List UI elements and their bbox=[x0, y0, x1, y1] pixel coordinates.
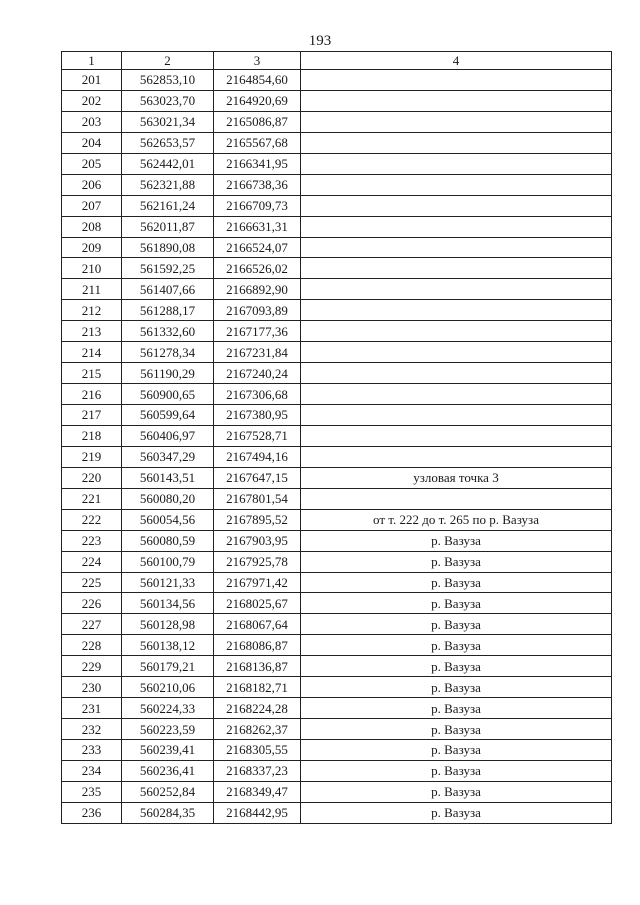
cell-y: 2165567,68 bbox=[214, 132, 301, 153]
cell-point-number: 216 bbox=[62, 384, 122, 405]
cell-y: 2167903,95 bbox=[214, 530, 301, 551]
cell-point-number: 202 bbox=[62, 90, 122, 111]
cell-description bbox=[301, 216, 612, 237]
table-body bbox=[62, 70, 612, 824]
table-row bbox=[62, 488, 612, 509]
cell-description: р. Вазуза bbox=[301, 760, 612, 781]
cell-description: р. Вазуза bbox=[301, 781, 612, 802]
cell-x: 560224,33 bbox=[122, 698, 214, 719]
cell-description: р. Вазуза bbox=[301, 740, 612, 761]
table-row bbox=[62, 760, 612, 781]
cell-y: 2167494,16 bbox=[214, 446, 301, 467]
cell-x: 562853,10 bbox=[122, 70, 214, 91]
cell-x: 560128,98 bbox=[122, 614, 214, 635]
cell-description bbox=[301, 153, 612, 174]
cell-x: 561288,17 bbox=[122, 300, 214, 321]
table-row bbox=[62, 740, 612, 761]
cell-point-number: 218 bbox=[62, 425, 122, 446]
cell-point-number: 210 bbox=[62, 258, 122, 279]
cell-x: 560236,41 bbox=[122, 760, 214, 781]
cell-description bbox=[301, 300, 612, 321]
table-row bbox=[62, 90, 612, 111]
cell-point-number: 204 bbox=[62, 132, 122, 153]
cell-x: 560599,64 bbox=[122, 405, 214, 426]
cell-y: 2168067,64 bbox=[214, 614, 301, 635]
cell-x: 560143,51 bbox=[122, 467, 214, 488]
cell-description bbox=[301, 111, 612, 132]
cell-description: р. Вазуза bbox=[301, 656, 612, 677]
table-row bbox=[62, 174, 612, 195]
cell-y: 2167306,68 bbox=[214, 384, 301, 405]
table-row bbox=[62, 572, 612, 593]
cell-y: 2166738,36 bbox=[214, 174, 301, 195]
cell-point-number: 201 bbox=[62, 70, 122, 91]
cell-point-number: 223 bbox=[62, 530, 122, 551]
cell-y: 2167925,78 bbox=[214, 551, 301, 572]
cell-point-number: 217 bbox=[62, 405, 122, 426]
cell-point-number: 228 bbox=[62, 635, 122, 656]
cell-point-number: 205 bbox=[62, 153, 122, 174]
cell-x: 560100,79 bbox=[122, 551, 214, 572]
cell-y: 2164920,69 bbox=[214, 90, 301, 111]
cell-point-number: 229 bbox=[62, 656, 122, 677]
coordinates-table bbox=[61, 51, 612, 824]
cell-point-number: 220 bbox=[62, 467, 122, 488]
cell-description bbox=[301, 132, 612, 153]
cell-description: р. Вазуза bbox=[301, 635, 612, 656]
table-row bbox=[62, 195, 612, 216]
cell-x: 560900,65 bbox=[122, 384, 214, 405]
table-row bbox=[62, 405, 612, 426]
cell-y: 2168442,95 bbox=[214, 802, 301, 823]
cell-y: 2166709,73 bbox=[214, 195, 301, 216]
cell-point-number: 222 bbox=[62, 509, 122, 530]
cell-description bbox=[301, 446, 612, 467]
table-row bbox=[62, 635, 612, 656]
table-row bbox=[62, 802, 612, 823]
table-row bbox=[62, 216, 612, 237]
cell-y: 2168086,87 bbox=[214, 635, 301, 656]
table-row bbox=[62, 153, 612, 174]
table-row bbox=[62, 509, 612, 530]
table-row bbox=[62, 384, 612, 405]
table-row bbox=[62, 237, 612, 258]
cell-point-number: 236 bbox=[62, 802, 122, 823]
cell-y: 2165086,87 bbox=[214, 111, 301, 132]
table-row bbox=[62, 677, 612, 698]
cell-description bbox=[301, 174, 612, 195]
cell-y: 2167093,89 bbox=[214, 300, 301, 321]
table-row bbox=[62, 593, 612, 614]
cell-point-number: 235 bbox=[62, 781, 122, 802]
cell-x: 561190,29 bbox=[122, 363, 214, 384]
table-row bbox=[62, 530, 612, 551]
cell-y: 2168337,23 bbox=[214, 760, 301, 781]
cell-description: р. Вазуза bbox=[301, 698, 612, 719]
cell-x: 561592,25 bbox=[122, 258, 214, 279]
cell-x: 560138,12 bbox=[122, 635, 214, 656]
cell-y: 2168136,87 bbox=[214, 656, 301, 677]
cell-y: 2167528,71 bbox=[214, 425, 301, 446]
header-cell-description: 4 bbox=[301, 52, 612, 70]
table-row bbox=[62, 467, 612, 488]
table-row bbox=[62, 132, 612, 153]
table-row bbox=[62, 342, 612, 363]
cell-x: 560347,29 bbox=[122, 446, 214, 467]
cell-description: р. Вазуза bbox=[301, 677, 612, 698]
cell-y: 2168305,55 bbox=[214, 740, 301, 761]
cell-description bbox=[301, 279, 612, 300]
cell-point-number: 209 bbox=[62, 237, 122, 258]
cell-x: 560080,20 bbox=[122, 488, 214, 509]
cell-y: 2168262,37 bbox=[214, 719, 301, 740]
cell-x: 560134,56 bbox=[122, 593, 214, 614]
cell-description: от т. 222 до т. 265 по р. Вазуза bbox=[301, 509, 612, 530]
cell-description: р. Вазуза bbox=[301, 614, 612, 635]
header-cell-point-number: 1 bbox=[62, 52, 122, 70]
table-row bbox=[62, 70, 612, 91]
cell-x: 562161,24 bbox=[122, 195, 214, 216]
cell-x: 560406,97 bbox=[122, 425, 214, 446]
cell-description bbox=[301, 237, 612, 258]
table-row bbox=[62, 321, 612, 342]
cell-description bbox=[301, 70, 612, 91]
cell-description bbox=[301, 195, 612, 216]
cell-description bbox=[301, 384, 612, 405]
cell-y: 2166526,02 bbox=[214, 258, 301, 279]
cell-y: 2168182,71 bbox=[214, 677, 301, 698]
header-cell-y: 3 bbox=[214, 52, 301, 70]
cell-x: 560210,06 bbox=[122, 677, 214, 698]
cell-x: 561332,60 bbox=[122, 321, 214, 342]
cell-y: 2166341,95 bbox=[214, 153, 301, 174]
cell-point-number: 234 bbox=[62, 760, 122, 781]
cell-x: 562321,88 bbox=[122, 174, 214, 195]
cell-description: р. Вазуза bbox=[301, 551, 612, 572]
cell-point-number: 221 bbox=[62, 488, 122, 509]
cell-y: 2167240,24 bbox=[214, 363, 301, 384]
cell-y: 2167895,52 bbox=[214, 509, 301, 530]
cell-x: 560252,84 bbox=[122, 781, 214, 802]
cell-description: р. Вазуза bbox=[301, 593, 612, 614]
table-row bbox=[62, 719, 612, 740]
cell-point-number: 227 bbox=[62, 614, 122, 635]
cell-y: 2167177,36 bbox=[214, 321, 301, 342]
cell-y: 2164854,60 bbox=[214, 70, 301, 91]
cell-point-number: 214 bbox=[62, 342, 122, 363]
table-row bbox=[62, 258, 612, 279]
table-row bbox=[62, 300, 612, 321]
cell-point-number: 203 bbox=[62, 111, 122, 132]
cell-point-number: 213 bbox=[62, 321, 122, 342]
table-row bbox=[62, 425, 612, 446]
cell-x: 560284,35 bbox=[122, 802, 214, 823]
cell-description: р. Вазуза bbox=[301, 572, 612, 593]
cell-x: 562653,57 bbox=[122, 132, 214, 153]
cell-y: 2168025,67 bbox=[214, 593, 301, 614]
table-row bbox=[62, 363, 612, 384]
cell-x: 560080,59 bbox=[122, 530, 214, 551]
table-row bbox=[62, 656, 612, 677]
cell-x: 560239,41 bbox=[122, 740, 214, 761]
cell-y: 2168349,47 bbox=[214, 781, 301, 802]
cell-x: 563021,34 bbox=[122, 111, 214, 132]
cell-y: 2166631,31 bbox=[214, 216, 301, 237]
cell-point-number: 208 bbox=[62, 216, 122, 237]
cell-description: р. Вазуза bbox=[301, 530, 612, 551]
cell-y: 2167380,95 bbox=[214, 405, 301, 426]
cell-point-number: 226 bbox=[62, 593, 122, 614]
table-row bbox=[62, 614, 612, 635]
cell-point-number: 211 bbox=[62, 279, 122, 300]
table-row bbox=[62, 781, 612, 802]
cell-description: узловая точка 3 bbox=[301, 467, 612, 488]
cell-y: 2166524,07 bbox=[214, 237, 301, 258]
header-row bbox=[62, 52, 612, 70]
cell-description bbox=[301, 363, 612, 384]
table-row bbox=[62, 111, 612, 132]
cell-x: 560121,33 bbox=[122, 572, 214, 593]
cell-y: 2167647,15 bbox=[214, 467, 301, 488]
cell-description: р. Вазуза bbox=[301, 802, 612, 823]
table-row bbox=[62, 551, 612, 572]
cell-point-number: 206 bbox=[62, 174, 122, 195]
header-cell-x: 2 bbox=[122, 52, 214, 70]
page-number: 193 bbox=[308, 33, 332, 49]
cell-x: 560223,59 bbox=[122, 719, 214, 740]
cell-x: 563023,70 bbox=[122, 90, 214, 111]
cell-x: 561890,08 bbox=[122, 237, 214, 258]
cell-description bbox=[301, 425, 612, 446]
cell-description bbox=[301, 488, 612, 509]
cell-point-number: 232 bbox=[62, 719, 122, 740]
cell-point-number: 219 bbox=[62, 446, 122, 467]
cell-y: 2167801,54 bbox=[214, 488, 301, 509]
cell-y: 2166892,90 bbox=[214, 279, 301, 300]
cell-point-number: 224 bbox=[62, 551, 122, 572]
cell-description bbox=[301, 90, 612, 111]
cell-x: 561407,66 bbox=[122, 279, 214, 300]
cell-y: 2167971,42 bbox=[214, 572, 301, 593]
cell-point-number: 233 bbox=[62, 740, 122, 761]
cell-y: 2167231,84 bbox=[214, 342, 301, 363]
cell-x: 562011,87 bbox=[122, 216, 214, 237]
cell-description bbox=[301, 321, 612, 342]
cell-point-number: 207 bbox=[62, 195, 122, 216]
cell-point-number: 215 bbox=[62, 363, 122, 384]
cell-description: р. Вазуза bbox=[301, 719, 612, 740]
table-row bbox=[62, 446, 612, 467]
cell-point-number: 212 bbox=[62, 300, 122, 321]
cell-description bbox=[301, 342, 612, 363]
cell-point-number: 230 bbox=[62, 677, 122, 698]
table-row bbox=[62, 698, 612, 719]
cell-description bbox=[301, 258, 612, 279]
cell-description bbox=[301, 405, 612, 426]
cell-point-number: 231 bbox=[62, 698, 122, 719]
cell-point-number: 225 bbox=[62, 572, 122, 593]
cell-y: 2168224,28 bbox=[214, 698, 301, 719]
cell-x: 562442,01 bbox=[122, 153, 214, 174]
cell-x: 560054,56 bbox=[122, 509, 214, 530]
table-row bbox=[62, 279, 612, 300]
cell-x: 560179,21 bbox=[122, 656, 214, 677]
cell-x: 561278,34 bbox=[122, 342, 214, 363]
